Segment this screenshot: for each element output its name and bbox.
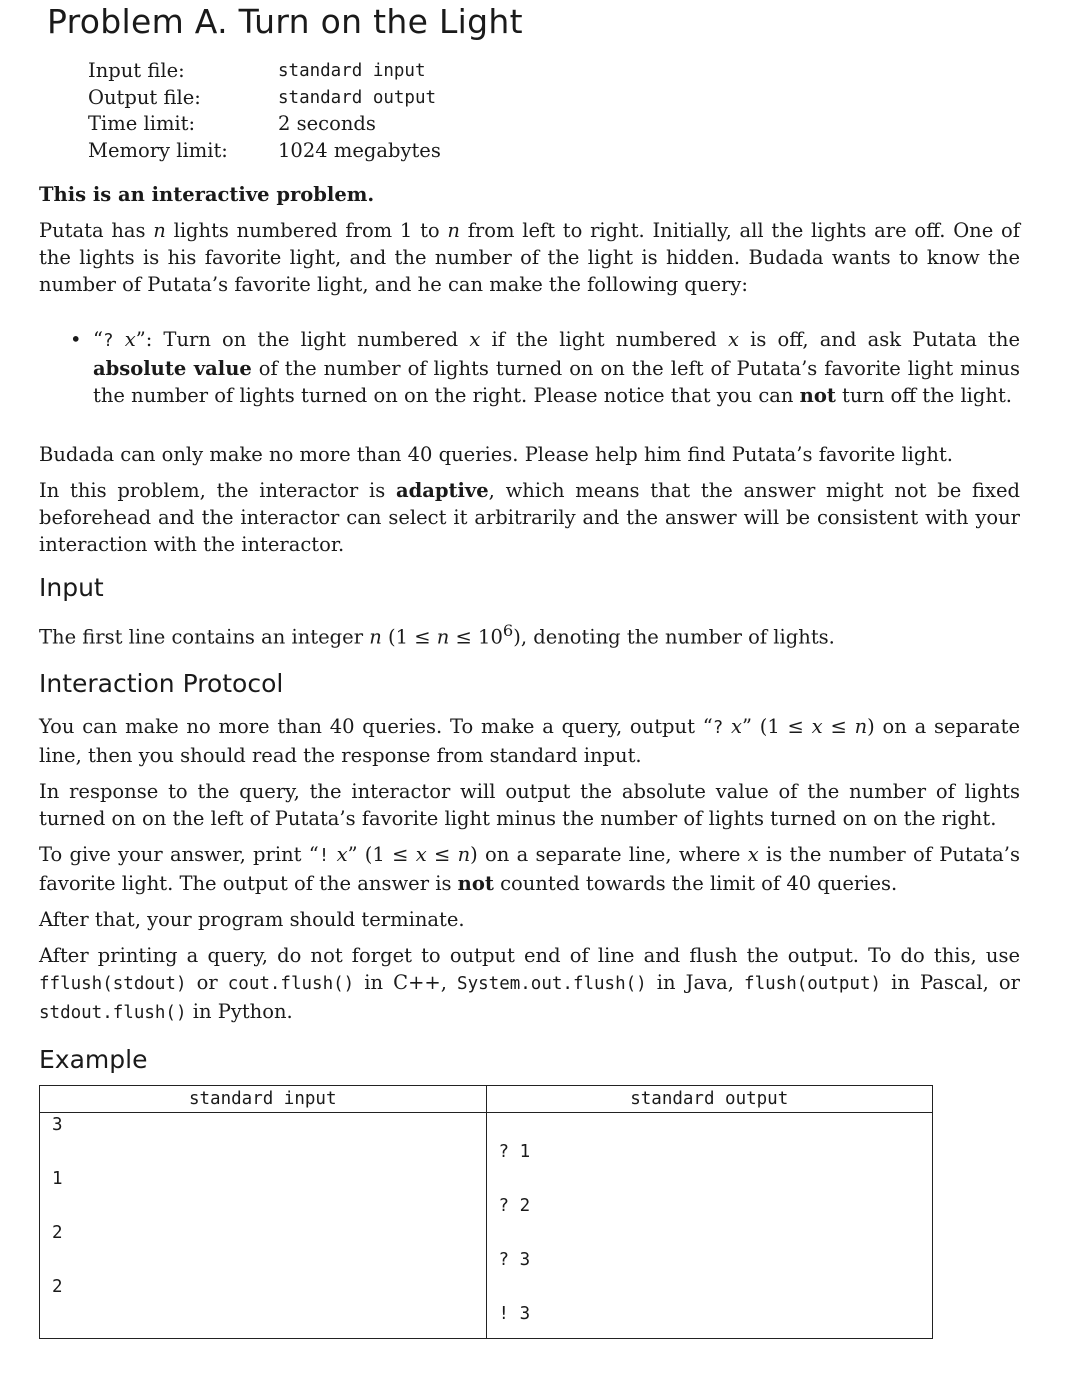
text: in Pascal, or	[881, 970, 1020, 994]
code-snippet: stdout.flush()	[39, 1002, 187, 1023]
text: (1 ≤	[381, 625, 437, 649]
text: ≤ 10	[449, 625, 503, 649]
text: of the number of lights turned on on the left of Putata’s favorite light minus the number of lights turned on on the right. Please notice that you can	[93, 357, 1020, 407]
example-input-line: 1	[52, 1169, 63, 1189]
query-symbol: ?	[102, 331, 114, 351]
example-body-row	[40, 1113, 933, 1339]
var-x: x	[336, 842, 348, 866]
limits-table	[88, 58, 441, 164]
query-list-item	[70, 326, 1020, 409]
var-n: n	[457, 842, 471, 866]
example-output-line: ? 3	[498, 1250, 531, 1270]
limit-row-time-limit	[88, 111, 441, 138]
emphasis: absolute value	[93, 357, 252, 380]
text: in Java,	[646, 970, 745, 994]
example-heading: Example	[39, 1044, 148, 1074]
limit-value: 2 seconds	[278, 112, 376, 135]
var-x: x	[747, 842, 759, 866]
limit-row-output-file	[88, 85, 441, 112]
example-output-cell	[486, 1113, 933, 1339]
statement-paragraph-1	[39, 217, 1020, 298]
text: ) on a separate line, then you should read the response from standard input.	[39, 714, 1020, 767]
text: if the light numbered	[480, 328, 728, 351]
text: ≤	[426, 842, 458, 866]
statement-paragraph-3	[39, 477, 1020, 558]
problem-title: Problem A. Turn on the Light	[47, 2, 523, 41]
var-n: n	[369, 625, 382, 649]
text: in C++,	[354, 970, 458, 994]
example-input-cell	[40, 1113, 487, 1339]
limit-row-memory-limit	[88, 138, 441, 165]
protocol-paragraph-3	[39, 841, 1020, 897]
example-input-line: 2	[52, 1223, 63, 1243]
text: ”: Turn on the light numbered	[135, 328, 470, 351]
code-snippet: System.out.flush()	[457, 973, 647, 994]
emphasis: not	[457, 871, 494, 895]
example-table	[39, 1085, 933, 1339]
limit-value: standard output	[278, 87, 437, 108]
emphasis: not	[799, 384, 836, 407]
protocol-heading: Interaction Protocol	[39, 668, 284, 698]
exponent: 6	[502, 621, 514, 640]
var-x: x	[811, 714, 823, 738]
code-snippet: flush(output)	[744, 973, 882, 994]
answer-symbol: !	[318, 845, 330, 866]
limit-value: standard input	[278, 61, 426, 81]
text: You can make no more than 40 queries. To make a query, output “	[39, 714, 713, 738]
protocol-paragraph-4: After that, your program should terminate.	[39, 907, 465, 931]
input-heading: Input	[39, 573, 104, 602]
text: from left to right. Initially, all the lights are off. One of the lights is his favorite light, and the number of the light is hidden. Budada wants to know the number of Putata’s favorite light, and he can make the following query:	[39, 219, 1020, 296]
var-x: x	[731, 714, 743, 738]
emphasis: adaptive	[395, 479, 489, 502]
var-x: x	[415, 842, 427, 866]
text: ), denoting the number of lights.	[513, 625, 835, 649]
text: is off, and ask Putata the	[738, 328, 1020, 351]
code-snippet: fflush(stdout)	[39, 973, 187, 994]
example-header-row	[40, 1086, 933, 1113]
text: After printing a query, do not forget to output end of line and flush the output. To do this, use	[39, 943, 1020, 967]
text: The first line contains an integer	[39, 625, 370, 649]
text: ” (1 ≤	[347, 842, 416, 866]
limit-label: Input file:	[88, 59, 185, 82]
var-x: x	[124, 328, 136, 351]
example-input-line: 2	[52, 1277, 63, 1297]
text: turn off the light.	[835, 384, 1012, 407]
text: ” (1 ≤	[742, 714, 812, 738]
statement-paragraph-2: Budada can only make no more than 40 queries. Please help him find Putata’s favorite light.	[39, 443, 953, 466]
input-paragraph	[39, 617, 1020, 651]
text: In this problem, the interactor is	[39, 479, 396, 502]
problem-body	[39, 181, 1020, 1089]
limit-row-input-file	[88, 58, 441, 85]
bullet-icon: •	[70, 328, 82, 351]
var-n: n	[153, 219, 166, 242]
var-n: n	[447, 219, 460, 242]
limit-label: Memory limit:	[88, 138, 228, 162]
interactive-note	[39, 181, 1020, 208]
protocol-paragraph-2: In response to the query, the interactor will output the absolute value of the number of lights turned on on the left of Putata’s favorite light minus the number of lights turned on on the right.	[39, 779, 1020, 830]
var-x: x	[727, 328, 739, 351]
text: To give your answer, print “	[39, 842, 319, 866]
example-output-line: ! 3	[498, 1304, 531, 1324]
text: or	[186, 970, 228, 994]
text: is the number of Putata’s favorite light. The output of the answer is	[39, 842, 1021, 895]
limit-label: Output file:	[88, 85, 201, 109]
text: in Python.	[186, 999, 293, 1023]
limit-value: 1024 megabytes	[278, 138, 441, 162]
text: ) on a separate line, where	[470, 842, 748, 866]
example-input-line: 3	[52, 1115, 63, 1135]
text: “	[93, 328, 103, 351]
example-output-line: ? 1	[498, 1142, 531, 1162]
text: ≤	[822, 714, 855, 738]
example-output-line: ? 2	[498, 1196, 531, 1216]
limit-label: Time limit:	[88, 112, 196, 135]
code-snippet: cout.flush()	[227, 973, 355, 994]
text: counted towards the limit of 40 queries.	[493, 871, 898, 895]
example-input-column	[40, 1113, 486, 1338]
query-list	[39, 326, 1020, 409]
text: , which means that the answer might not be fixed beforehead and the interactor can select it arbitrarily and the answer will be consistent with your interaction with the interactor.	[39, 479, 1021, 556]
example-col-output-header: standard output	[486, 1086, 933, 1113]
example-output-column	[487, 1113, 933, 1338]
text: Putata has	[39, 219, 154, 242]
var-n: n	[436, 625, 450, 649]
protocol-paragraph-1	[39, 713, 1020, 769]
text: lights numbered from 1 to	[165, 219, 448, 242]
example-col-input-header: standard input	[40, 1086, 487, 1113]
query-symbol: ?	[712, 717, 724, 738]
protocol-paragraph-5	[39, 942, 1020, 1027]
var-x: x	[469, 328, 481, 351]
var-n: n	[854, 714, 868, 738]
interactive-note-text: This is an interactive problem.	[39, 183, 375, 206]
